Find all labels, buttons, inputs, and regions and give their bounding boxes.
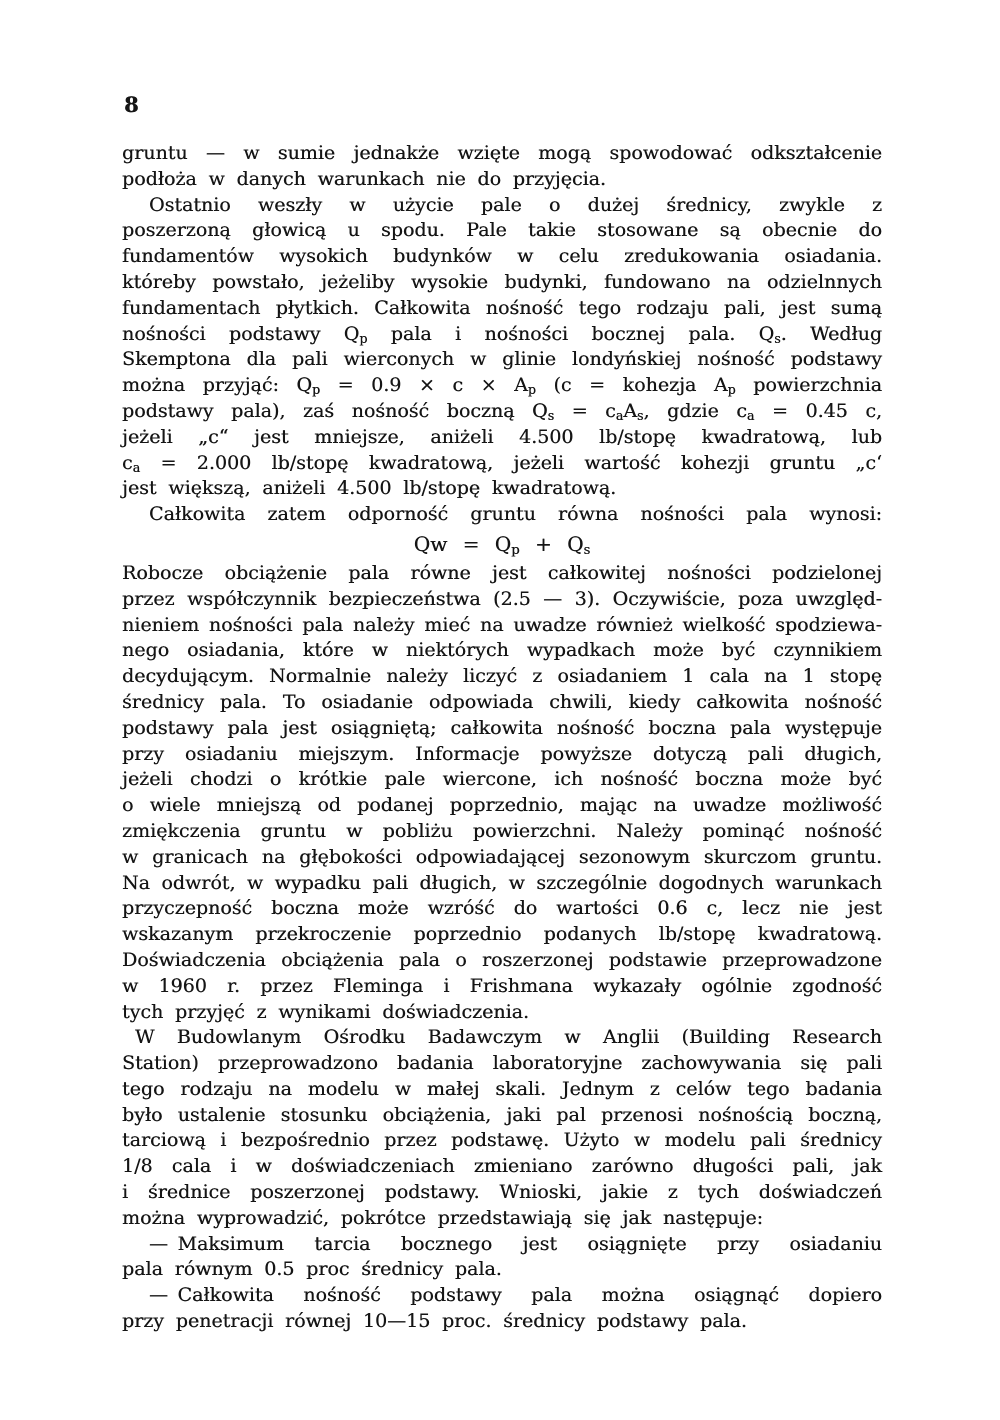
text-line: decydującym. Normalnie należy liczyć z osiadaniem 1 cala na 1 stopę xyxy=(122,665,882,688)
page-number: 8 xyxy=(124,92,139,117)
text-line: tego rodzaju na modelu w małej skali. Jednym z celów tego badania xyxy=(122,1077,882,1100)
text-line: nego osiadania, które w niektórych wypadkach może być czynnikiem xyxy=(122,639,882,662)
formula-line: $Qw = Q_p + Q_s$ xyxy=(413,531,591,558)
text-line: można wyprowadzić, pokrótce przedstawiają się jak następuje: xyxy=(122,1206,764,1229)
text-line: przez współczynnik bezpieczeństwa (2.5 — 3). Oczywiście, poza uwzględ- xyxy=(122,587,882,610)
text-line: przy penetracji równej 10—15 proc. średnicy podstawy pala. xyxy=(122,1310,747,1333)
text-line: było ustalenie stosunku obciążenia, jaki pal przenosi nośnością boczną, xyxy=(122,1103,882,1126)
text-line: $c_a = 2.000$ lb/stopę kwadratową, jeżeli wartość kohezji gruntu „c‘ xyxy=(122,451,882,475)
text-line: — Maksimum tarcia bocznego jest osiągnięte przy osiadaniu xyxy=(149,1232,882,1255)
text-line: fundamentach płytkich. Całkowita nośność tego rodzaju pali, jest sumą xyxy=(122,296,882,319)
text-block xyxy=(122,141,882,1335)
text-line: 1/8 cala i w doświadczeniach zmieniano zarówno długości pali, jak xyxy=(122,1155,882,1178)
text-line: przy osiadaniu miejszym. Informacje powyższe dotyczą pali długich, xyxy=(122,742,882,765)
text-line: zmiękczenia gruntu w pobliżu powierzchni. Należy pominąć nośność xyxy=(122,819,882,842)
paragraph-robocze-obciazenie xyxy=(122,561,882,1025)
text-line: Station) przeprowadzono badania laboratoryjne zachowywania się pali xyxy=(122,1052,882,1075)
text-line: Robocze obciążenie pala równe jest całkowitej nośności podzielonej xyxy=(122,561,882,584)
text-line: nośności podstawy $Q_p$ pala i nośności bocznej pala. $Q_s$. Według xyxy=(122,322,882,346)
text-line: jeżeli chodzi o krótkie pale wiercone, ich nośność boczna może być xyxy=(122,768,882,791)
text-line: tarciową i bezpośrednio przez podstawę. Użyto w modelu pali średnicy xyxy=(122,1129,882,1152)
text-line: Na odwrót, w wypadku pali długich, w szczególnie dogodnych warunkach xyxy=(122,871,882,894)
text-line: i średnice poszerzonej podstawy. Wnioski, jakie z tych doświadczeń xyxy=(122,1181,882,1204)
text-line: w 1960 r. przez Fleminga i Frishmana wykazały ogólnie zgodność xyxy=(122,974,882,997)
text-line: Doświadczenia obciążenia pala o roszerzonej podstawie przeprowadzone xyxy=(122,948,882,971)
text-line: średnicy pala. To osiadanie odpowiada chwili, kiedy całkowita nośność xyxy=(122,690,882,713)
text-line: jeżeli „c“ jest mniejsze, aniżeli 4.500 lb/stopę kwadratową, lub xyxy=(122,425,882,448)
paragraph-pale-duzej-srednicy xyxy=(122,193,882,503)
text-line: tych przyjęć z wynikami doświadczenia. xyxy=(122,1000,529,1023)
text-line: o wiele mniejszą od podanej poprzednio, mając na uwadze możliwość xyxy=(122,794,882,817)
text-line: podłoża w danych warunkach nie do przyjęcia. xyxy=(122,167,606,190)
paragraph-odpornosc-gruntu-intro xyxy=(122,502,882,528)
text-line: przyczepność boczna może wzróść do wartości 0.6 c, lecz nie jest xyxy=(122,897,882,920)
text-line: gruntu — w sumie jednakże wzięte mogą spowodować odkształcenie xyxy=(122,142,882,164)
paragraph-intro-continued xyxy=(122,141,882,193)
text-line: podstawy pala jest osiągniętą; całkowita nośność boczna pala występuje xyxy=(122,716,882,739)
text-line: Ostatnio weszły w użycie pale o dużej średnicy, zwykle z xyxy=(149,193,882,216)
text-line: fundamentów wysokich budynków w celu zredukowania osiadania. xyxy=(122,245,882,268)
text-line: jest większą, aniżeli 4.500 lb/stopę kwadratową. xyxy=(122,477,617,500)
text-line: Całkowita zatem odporność gruntu równa nośności pala wynosi: xyxy=(149,503,882,526)
text-line: pala równym 0.5 proc średnicy pala. xyxy=(122,1258,502,1281)
text-line: wskazanym przekroczenie poprzednio podanych lb/stopę kwadratową. xyxy=(122,923,882,946)
text-line: Skemptona dla pali wierconych w glinie londyńskiej nośność podstawy xyxy=(122,348,882,371)
text-line: podstawy pala), zaś nośność boczną $Q_s = c_aA_s$, gdzie $c_a = 0.45$ c, xyxy=(122,399,882,423)
text-line: nieniem nośności pala należy mieć na uwadze również wielkość spodziewa- xyxy=(122,613,882,636)
text-line: — Całkowita nośność podstawy pala można osiągnąć dopiero xyxy=(149,1284,882,1307)
text-line: można przyjąć: $Q_p = 0.9 \times c \times A_p$ (c = kohezja $A_p$ powierzchnia xyxy=(122,374,882,397)
paragraph-wniosek-2 xyxy=(122,1283,882,1335)
paragraph-wniosek-1 xyxy=(122,1232,882,1284)
text-line: w granicach na głębokości odpowiadającej sezonowym skurczom gruntu. xyxy=(122,845,882,868)
text-line: poszerzoną głowicą u spodu. Pale takie stosowane są obecnie do xyxy=(122,219,882,242)
text-line: któreby powstało, jeżeliby wysokie budynki, fundowano na odzielnnych xyxy=(122,270,882,293)
text-line: W Budowlanym Ośrodku Badawczym w Anglii (Building Research xyxy=(135,1026,882,1049)
paragraph-building-research-station xyxy=(122,1025,882,1231)
